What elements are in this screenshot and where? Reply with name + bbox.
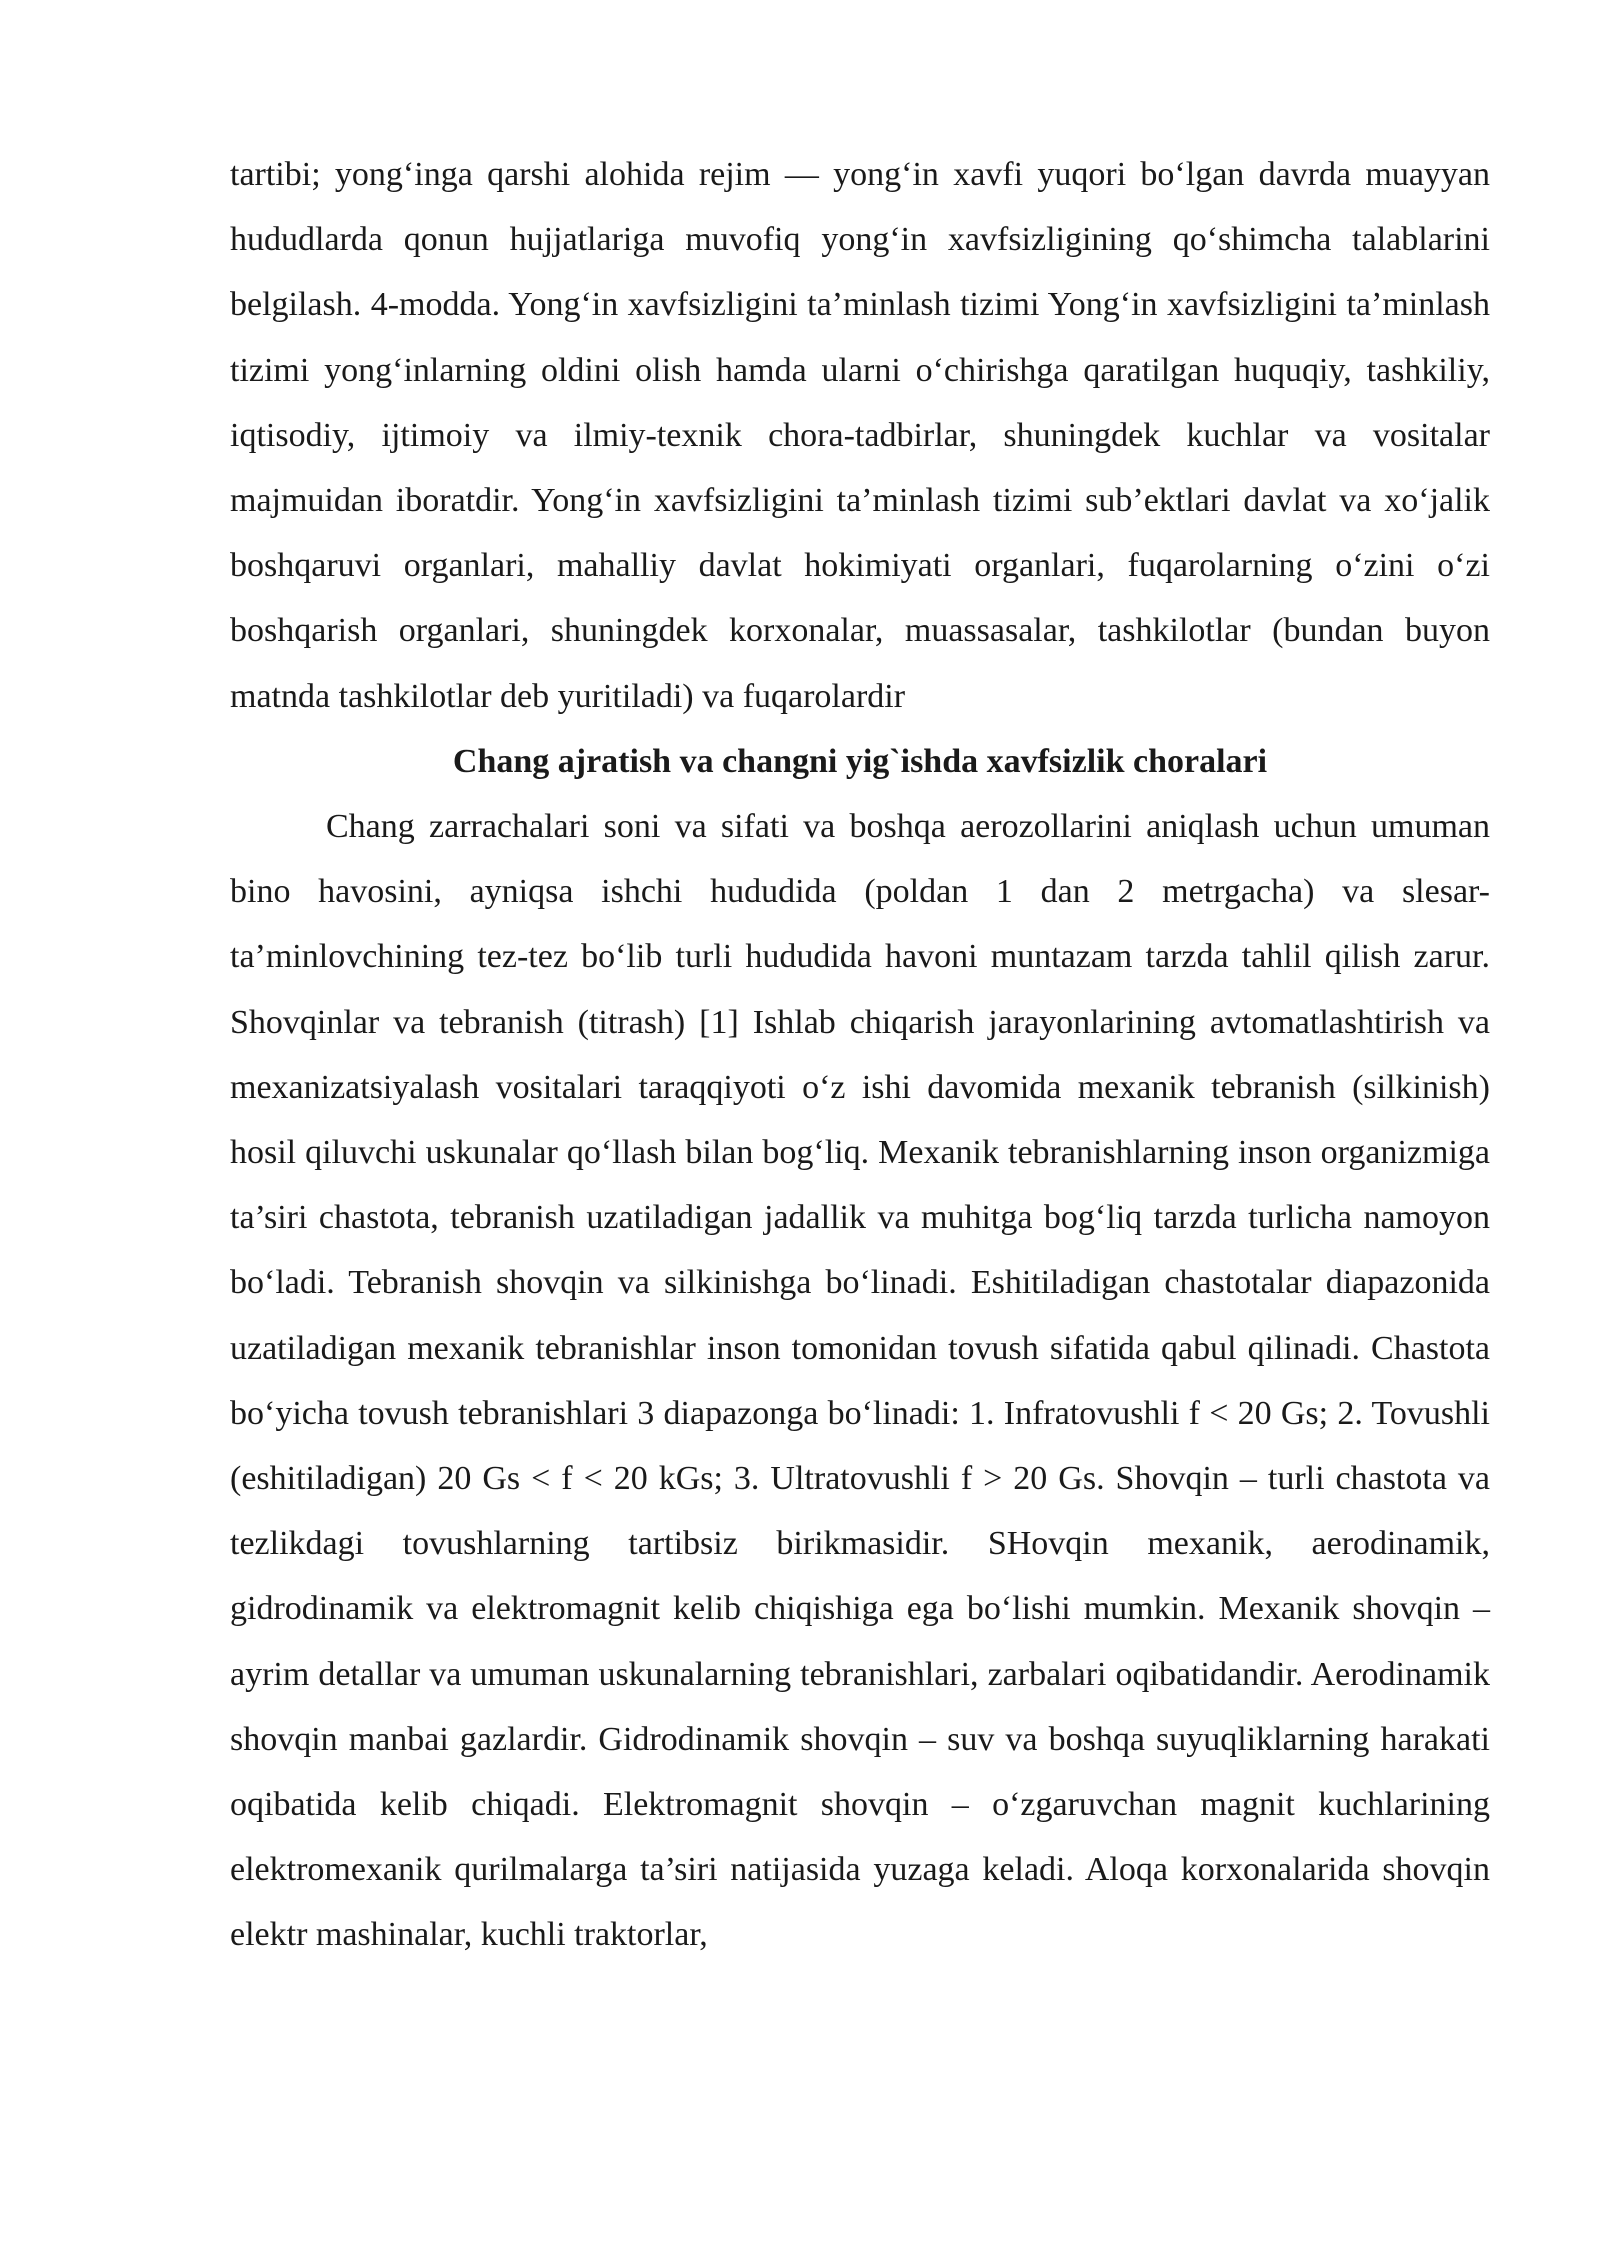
paragraph-dust-noise: Chang zarrachalari soni va sifati va boshqa aerozollarini aniqlash uchun umuman bino havosini, ayniqsa ishchi hududida (poldan 1 dan 2 metrgacha) va slesar-ta’minlovchining tez-tez bo‘lib turli hududida havoni muntazam tarzda tahlil qilish zarur. Shovqinlar va tebranish (titrash) [1] Ishlab chiqarish jarayonlarining avtomatlashtirish va mexanizatsiyalash vositalari taraqqiyoti o‘z ishi davomida mexanik tebranish (silkinish) hosil qiluvchi uskunalar qo‘llash bilan bog‘liq. Mexanik tebranishlarning inson organizmiga ta’siri chastota, tebranish uzatiladigan jadallik va muhitga bog‘liq tarzda turlicha namoyon bo‘ladi. Tebranish shovqin va silkinishga bo‘linadi. Eshitiladigan chastotalar diapazonida uzatiladigan mexanik tebranishlar inson tomonidan tovush sifatida qabul qilinadi. Chastota bo‘yicha tovush tebranishlari 3 diapazonga bo‘linadi: 1. Infratovushli f < 20 Gs; 2. Tovushli (eshitiladigan) 20 Gs < f < 20 kGs; 3. Ultratovushli f > 20 Gs. Shovqin – turli chastota va tezlikdagi tovushlarning tartibsiz birikmasidir. SHovqin mexanik, aerodinamik, gidrodinamik va elektromagnit kelib chiqishiga ega bo‘lishi mumkin. Mexanik shovqin – ayrim detallar va umuman uskunalarning tebranishlari, zarbalari oqibatidandir. Aerodinamik shovqin manbai gazlardir. Gidrodinamik shovqin – suv va boshqa suyuqliklarning harakati oqibatida kelib chiqadi. Elektromagnit shovqin – o‘zgaruvchan magnit kuchlarining elektromexanik qurilmalarga ta’siri natijasida yuzaga keladi. Aloqa korxonalarida shovqin elektr mashinalar, kuchli traktorlar,	[230, 808, 1490, 1954]
paragraph-fire-safety: tartibi; yong‘inga qarshi alohida rejim — yong‘in xavfi yuqori bo‘lgan davrda muayyan hududlarda qonun hujjatlariga muvofiq yong‘in xavfsizligining qo‘shimcha talablarini belgilash. 4-modda. Yong‘in xavfsizligini ta’minlash tizimi Yong‘in xavfsizligini ta’minlash tizimi yong‘inlarning oldini olish hamda ularni o‘chirishga qaratilgan huquqiy, tashkiliy, iqtisodiy, ijtimoiy va ilmiy-texnik chora-tadbirlar, shuningdek kuchlar va vositalar majmuidan iboratdir. Yong‘in xavfsizligini ta’minlash tizimi sub’ektlari davlat va xo‘jalik boshqaruvi organlari, mahalliy davlat hokimiyati organlari, fuqarolarning o‘zini o‘zi boshqarish organlari, shuningdek korxonalar, muassasalar, tashkilotlar (bundan buyon matnda tashkilotlar deb yuritiladi) va fuqarolardir	[230, 156, 1490, 715]
section-heading: Chang ajratish va changni yig`ishda xavfsizlik choralari	[452, 742, 1268, 780]
document-body	[230, 142, 1490, 1968]
